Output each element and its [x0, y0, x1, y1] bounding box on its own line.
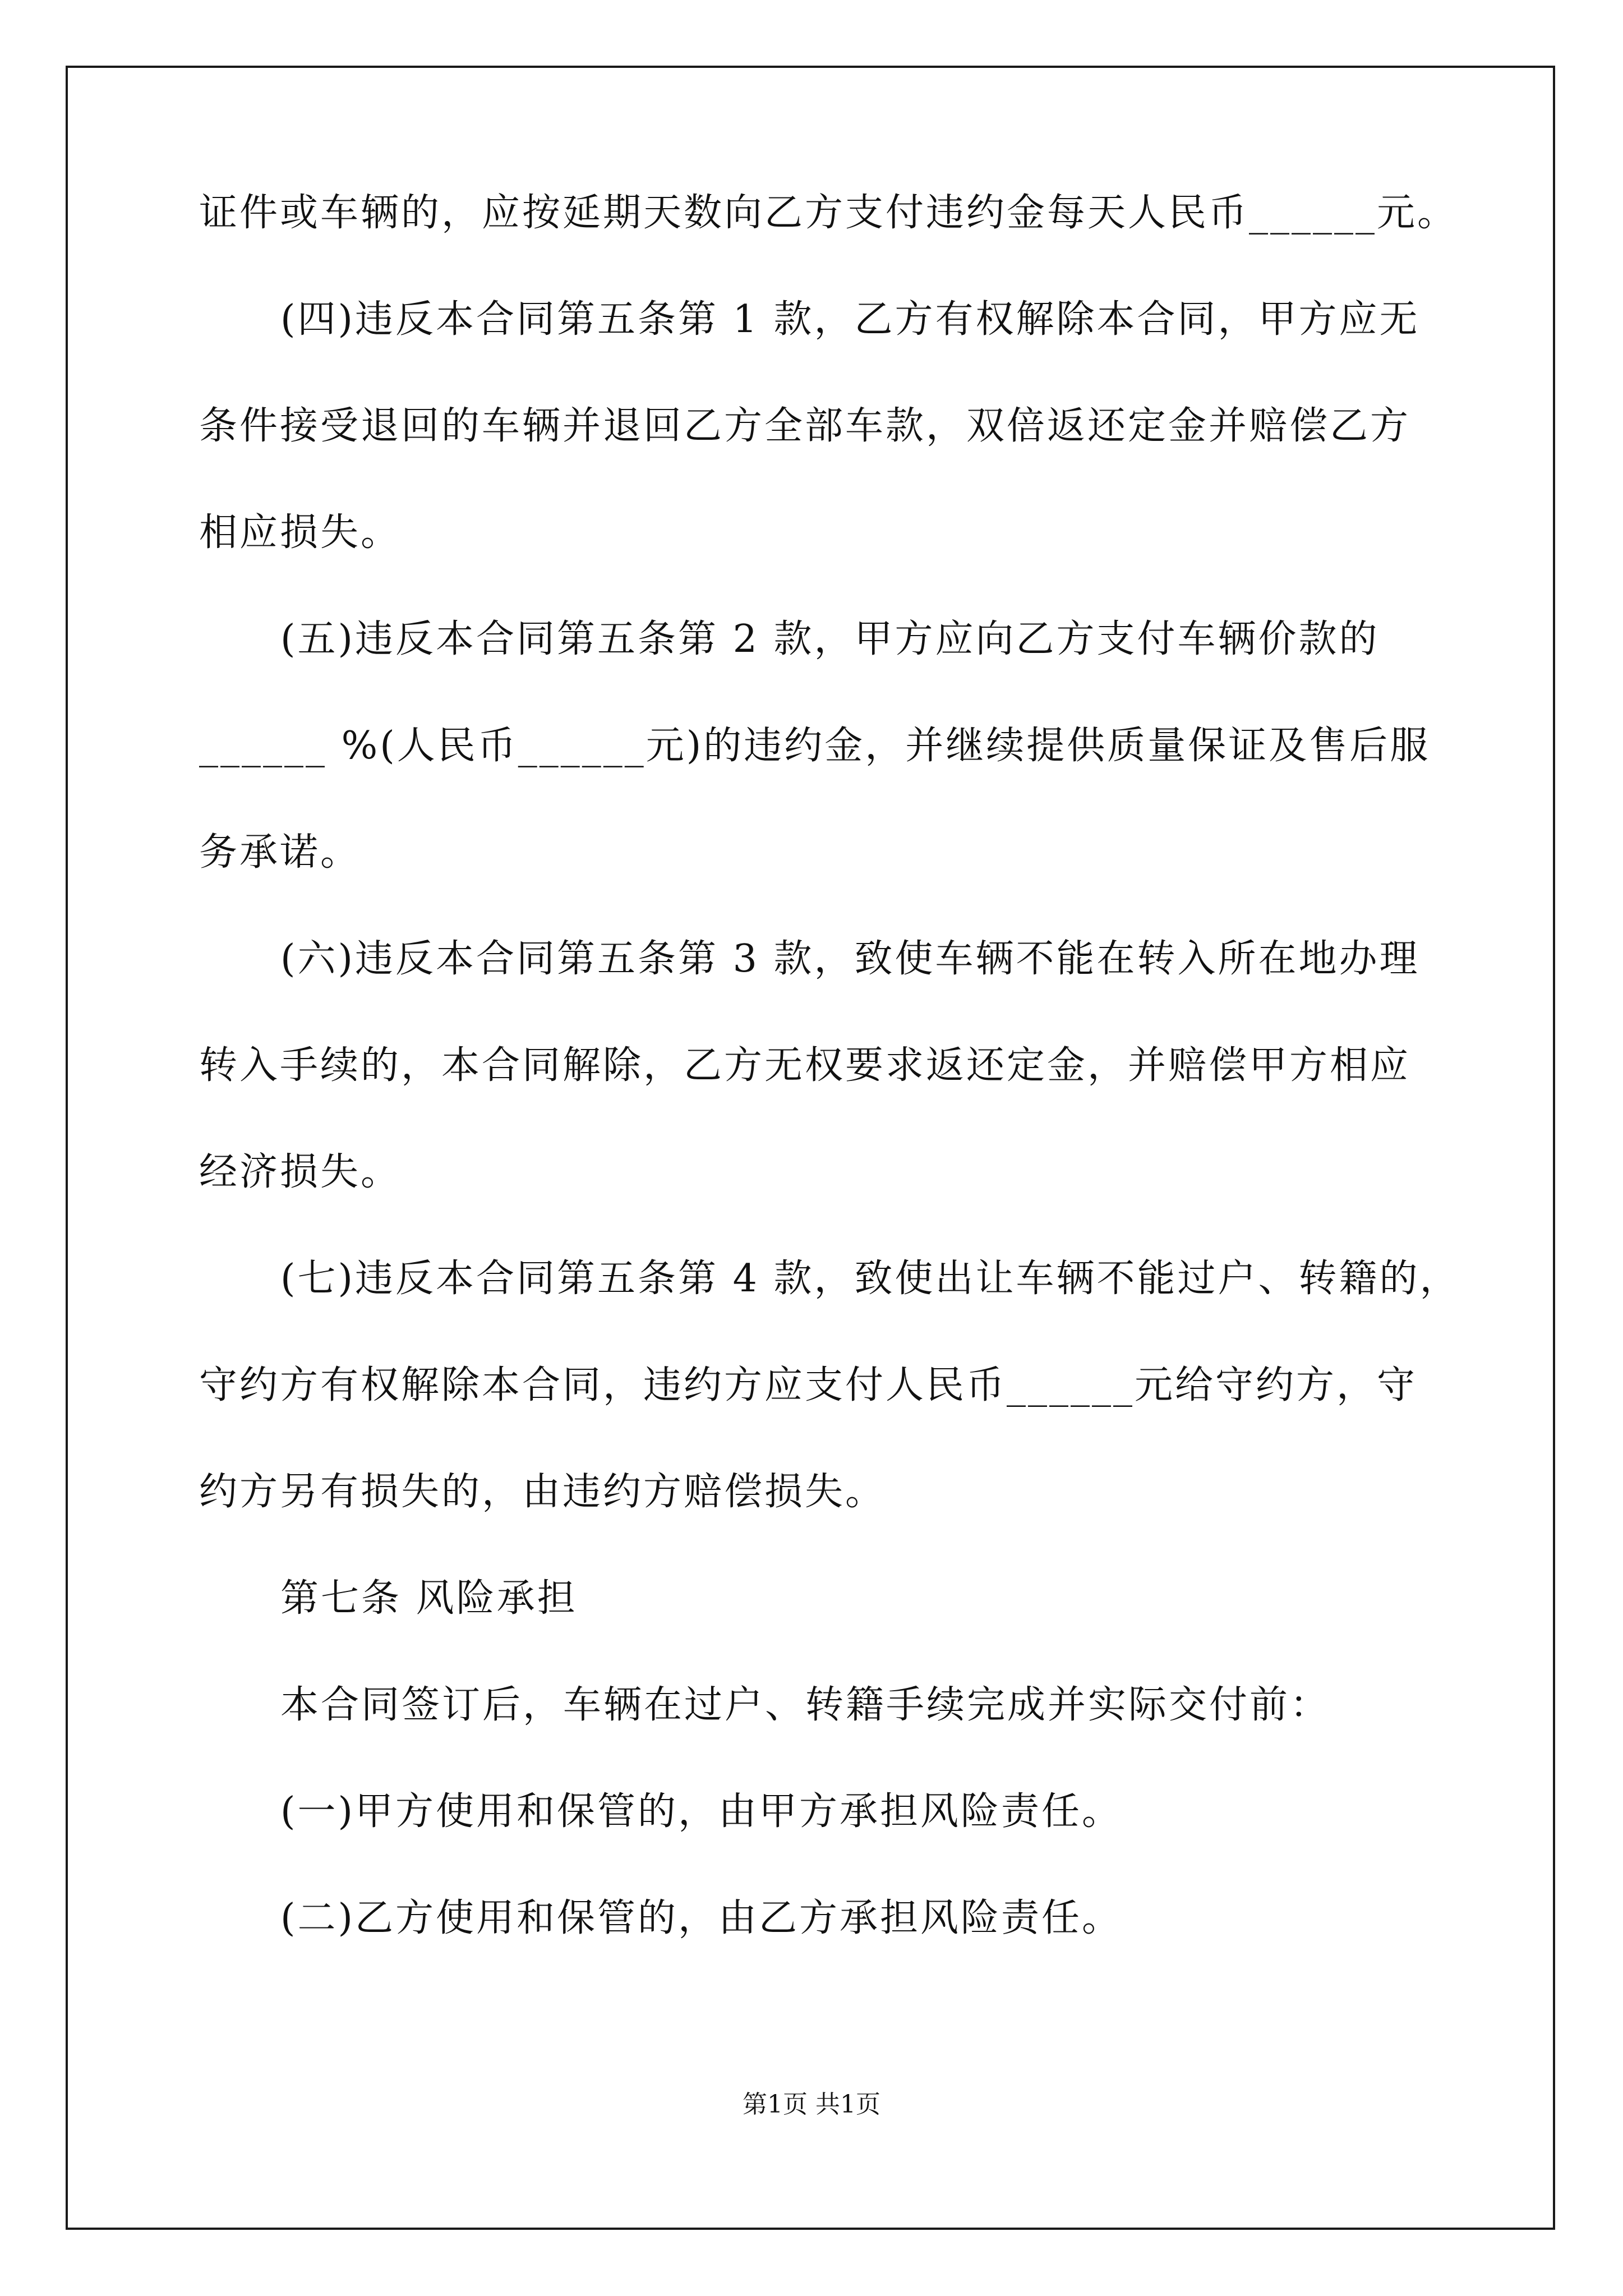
text-line: (五)违反本合同第五条第 2 款，甲方应向乙方支付车辆价款的: [280, 617, 1380, 661]
text-line: (二)乙方使用和保管的，由乙方承担风险责任。: [280, 1896, 1123, 1940]
text-line: 条件接受退回的车辆并退回乙方全部车款，双倍返还定金并赔偿乙方: [199, 404, 1411, 448]
text-line: 守约方有权解除本合同，违约方应支付人民币______元给守约方，守: [199, 1363, 1418, 1407]
text-line: 经济损失。: [199, 1150, 402, 1194]
text-line: (四)违反本合同第五条第 1 款，乙方有权解除本合同，甲方应无: [280, 297, 1420, 342]
text-line: 转入手续的，本合同解除，乙方无权要求返还定金，并赔偿甲方相应: [199, 1043, 1411, 1088]
text-line: (一)甲方使用和保管的，由甲方承担风险责任。: [280, 1789, 1123, 1834]
text-line: 本合同签订后，车辆在过户、转籍手续完成并实际交付前：: [280, 1683, 1331, 1727]
text-line: ______ %(人民币______元)的违约金，并继续提供质量保证及售后服: [199, 724, 1431, 768]
text-line: 约方另有损失的，由违约方赔偿损失。: [199, 1470, 886, 1514]
text-line: (七)违反本合同第五条第 4 款，致使出让车辆不能过户、转籍的，: [280, 1257, 1460, 1301]
page-footer: 第1页 共1页: [743, 2090, 880, 2119]
text-line: 证件或车辆的，应按延期天数向乙方支付违约金每天人民币______元。: [199, 191, 1458, 235]
text-line: (六)违反本合同第五条第 3 款，致使车辆不能在转入所在地办理: [280, 937, 1420, 981]
text-line: 相应损失。: [199, 510, 402, 555]
text-line: 务承诺。: [199, 830, 361, 875]
section-heading: 第七条 风险承担: [280, 1576, 578, 1621]
